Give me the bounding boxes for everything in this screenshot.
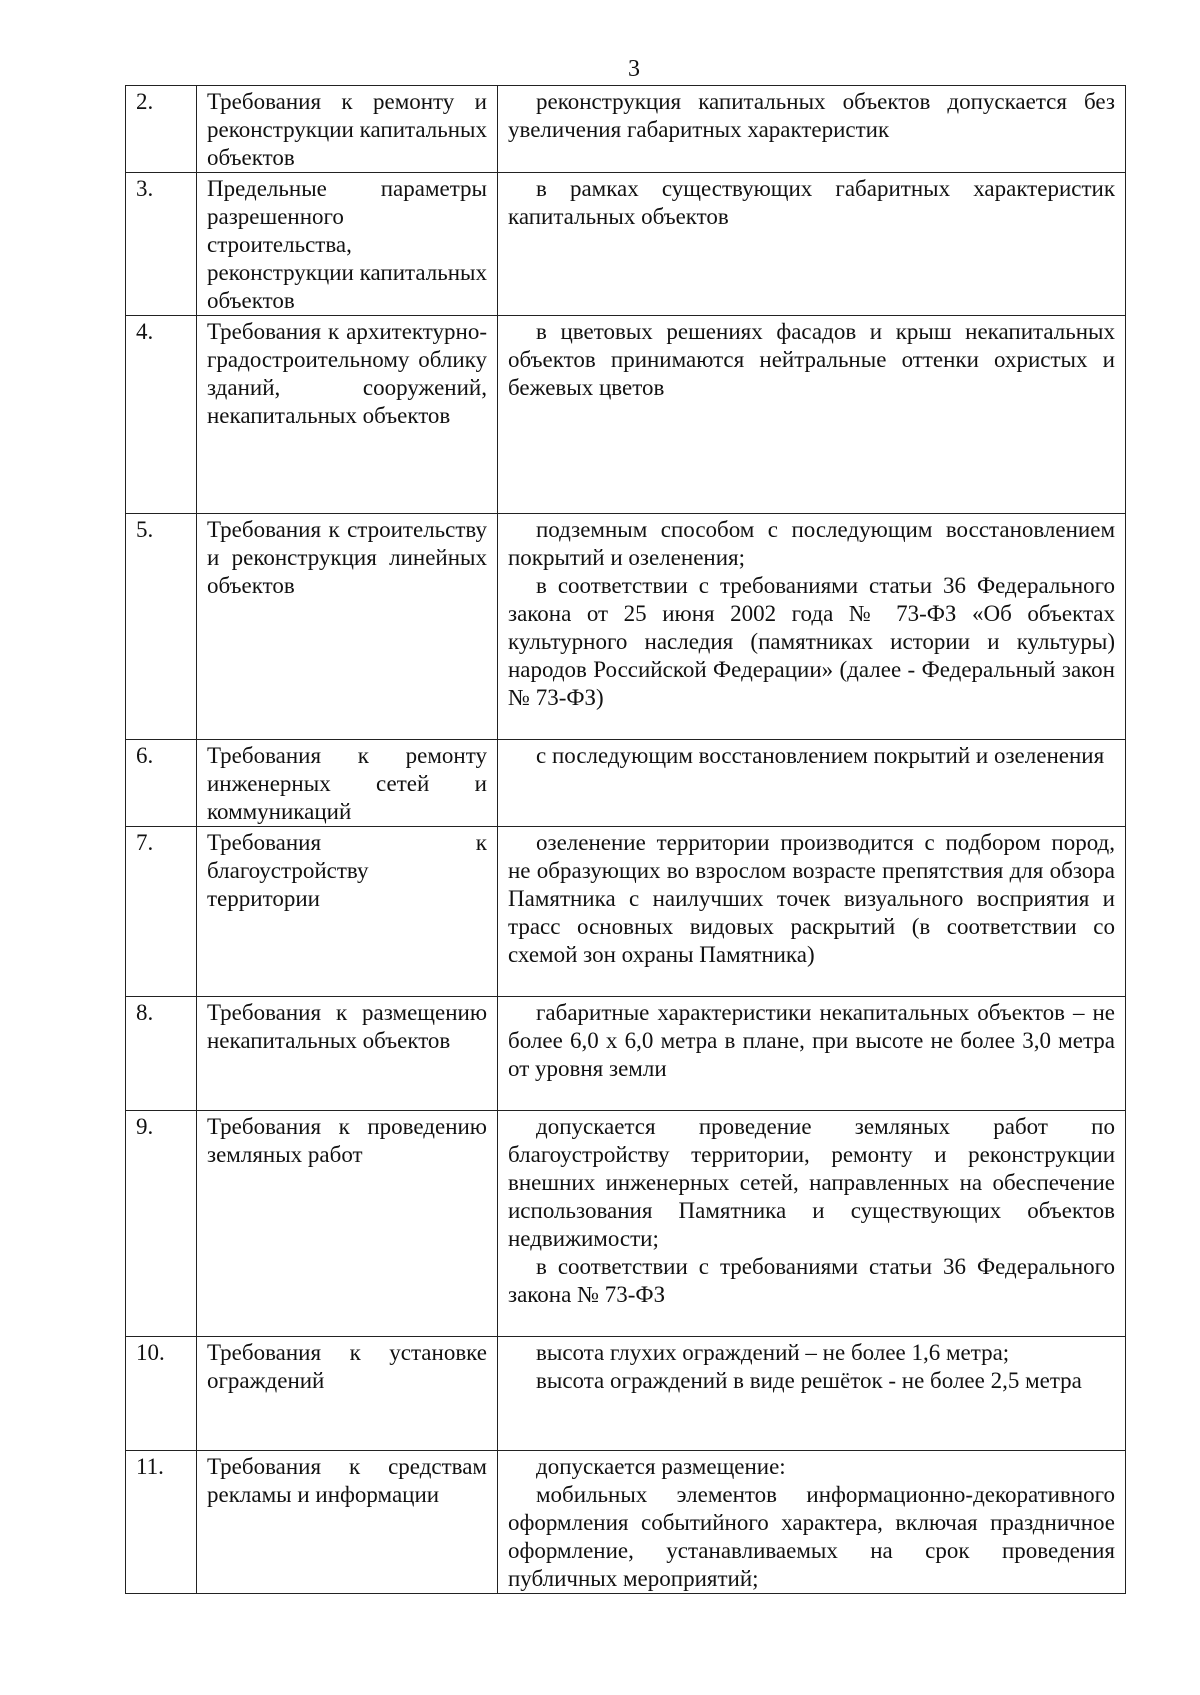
- description-paragraph: озеленение территории производится с подбором пород, не образующих во взрослом возрасте препятствия для обзора Памятника с наилучших точек визуального восприятия и трасс основных видовых раскрытий (в соответствии со схемой зон охраны Памятника): [508, 830, 1115, 967]
- row-number: 5.: [126, 514, 197, 740]
- description-paragraph: с последующим восстановлением покрытий и озеленения: [536, 743, 1105, 768]
- requirement-description: [498, 1337, 1126, 1451]
- requirement-title: Требования к благоустройству территории: [197, 827, 498, 997]
- table-row: [126, 1111, 1126, 1337]
- requirement-description: [498, 997, 1126, 1111]
- description-paragraph: допускается проведение земляных работ по благоустройству территории, ремонту и реконструкции внешних инженерных сетей, направленных на обеспечение использования Памятника и существующих объектов недвижимости;: [508, 1114, 1115, 1251]
- row-number: 3.: [126, 173, 197, 316]
- description-paragraph: допускается размещение:: [536, 1454, 786, 1479]
- requirement-description: [498, 1111, 1126, 1337]
- requirement-title: Требования к установке ограждений: [197, 1337, 498, 1451]
- row-number: 2.: [126, 86, 197, 173]
- requirement-description: [498, 86, 1126, 173]
- requirement-description: [498, 827, 1126, 997]
- requirement-description: [498, 514, 1126, 740]
- description-paragraph: высота глухих ограждений – не более 1,6 метра;: [536, 1340, 1010, 1365]
- requirement-title: Предельные параметры разрешенного строительства, реконструкции капитальных объектов: [197, 173, 498, 316]
- row-number: 9.: [126, 1111, 197, 1337]
- row-number: 4.: [126, 316, 197, 514]
- requirement-title: Требования к средствам рекламы и информации: [197, 1451, 498, 1594]
- row-number: 8.: [126, 997, 197, 1111]
- table-row: [126, 740, 1126, 827]
- requirement-title: Требования к размещению некапитальных объектов: [197, 997, 498, 1111]
- table-row: [126, 827, 1126, 997]
- table-row: [126, 997, 1126, 1111]
- requirement-description: [498, 316, 1126, 514]
- requirement-description: [498, 740, 1126, 827]
- description-paragraph: в рамках существующих габаритных характеристик капитальных объектов: [508, 176, 1115, 229]
- page-number: 3: [628, 56, 640, 82]
- requirement-description: [498, 173, 1126, 316]
- description-paragraph: мобильных элементов информационно-декоративного оформления событийного характера, включая праздничное оформление, устанавливаемых на срок проведения публичных мероприятий;: [508, 1482, 1115, 1591]
- row-number: 6.: [126, 740, 197, 827]
- table-row: [126, 173, 1126, 316]
- description-paragraph: в соответствии с требованиями статьи 36 Федерального закона № 73-ФЗ: [508, 1254, 1115, 1307]
- table-row: [126, 1451, 1126, 1594]
- table-row: [126, 86, 1126, 173]
- table-row: [126, 316, 1126, 514]
- table-row: [126, 514, 1126, 740]
- requirement-title: Требования к архитектурно-градостроительному облику зданий, сооружений, некапитальных объектов: [197, 316, 498, 514]
- requirement-description: [498, 1451, 1126, 1594]
- description-paragraph: подземным способом с последующим восстановлением покрытий и озеленения;: [508, 517, 1115, 570]
- row-number: 7.: [126, 827, 197, 997]
- description-paragraph: высота ограждений в виде решёток - не более 2,5 метра: [536, 1368, 1082, 1393]
- requirement-title: Требования к ремонту и реконструкции капитальных объектов: [197, 86, 498, 173]
- requirement-title: Требования к ремонту инженерных сетей и коммуникаций: [197, 740, 498, 827]
- table-row: [126, 1337, 1126, 1451]
- description-paragraph: реконструкция капитальных объектов допускается без увеличения габаритных характеристик: [508, 89, 1115, 142]
- row-number: 10.: [126, 1337, 197, 1451]
- requirement-title: Требования к проведению земляных работ: [197, 1111, 498, 1337]
- row-number: 11.: [126, 1451, 197, 1594]
- description-paragraph: в цветовых решениях фасадов и крыш некапитальных объектов принимаются нейтральные оттенки охристых и бежевых цветов: [508, 319, 1115, 400]
- requirements-table: [125, 85, 1126, 1594]
- description-paragraph: в соответствии с требованиями статьи 36 Федерального закона от 25 июня 2002 года № 73-ФЗ «Об объектах культурного наследия (памятниках истории и культуры) народов Российской Федерации» (далее - Федеральный закон № 73-ФЗ): [508, 573, 1115, 710]
- requirement-title: Требования к строительству и реконструкция линейных объектов: [197, 514, 498, 740]
- description-paragraph: габаритные характеристики некапитальных объектов – не более 6,0 х 6,0 метра в плане, при высоте не более 3,0 метра от уровня земли: [508, 1000, 1115, 1081]
